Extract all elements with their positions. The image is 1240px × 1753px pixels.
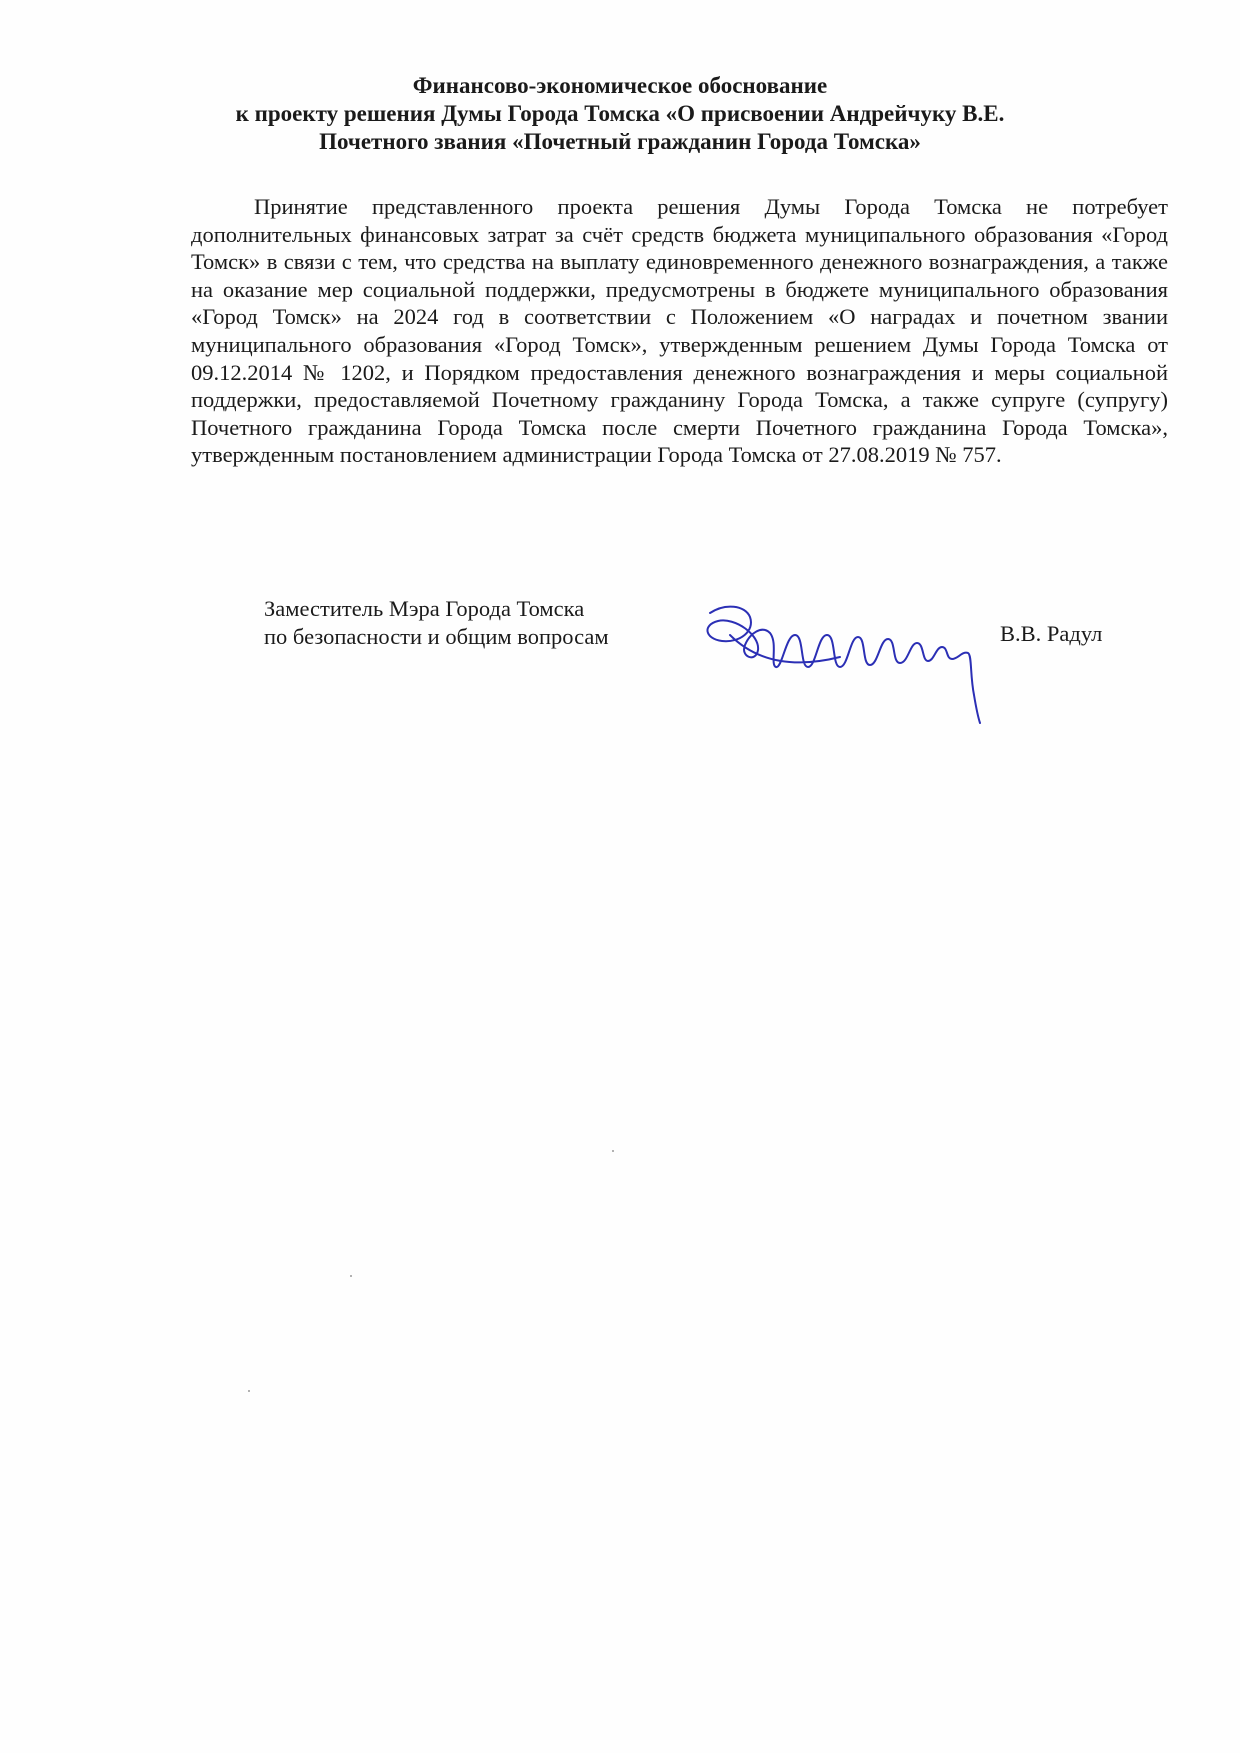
scan-speck [350, 1275, 352, 1277]
title-line-2: к проекту решения Думы Города Томска «О присвоении Андрейчуку В.Е. [235, 101, 1005, 126]
signature-stroke [707, 607, 980, 723]
title-line-1: Финансово-экономическое обоснование [412, 73, 828, 98]
body-paragraph: Принятие представленного проекта решения Думы Города Томска не потребует дополнительных финансовых затрат за счёт средств бюджета муниципального образования «Город Томск» в связи с тем, что средства на выплату единовременного денежного вознаграждения, а также на оказание мер социальной поддержки, предусмотрены в бюджете муниципального образования «Город Томск» на 2024 год в соответствии с Положением «О наградах и почетном звании муниципального образования «Город Томск», утвержденным решением Думы Города Томска от 09.12.2014 № 1202, и Порядком предоставления денежного вознаграждения и меры социальной поддержки, предоставляемой Почетному гражданину Города Томска, а также супруге (супругу) Почетного гражданина Города Томска после смерти Почетного гражданина Города Томска», утвержденным постановлением администрации Города Томска от 27.08.2019 № 757. [191, 194, 1168, 468]
signatory-position [264, 595, 609, 651]
handwritten-signature [700, 595, 1020, 730]
scan-speck [612, 1150, 614, 1152]
signatory-position-line-1: Заместитель Мэра Города Томска [264, 596, 585, 621]
signatory-position-line-2: по безопасности и общим вопросам [264, 624, 609, 649]
scan-speck [248, 1390, 250, 1392]
signatory-name: В.В. Радул [1000, 621, 1103, 646]
document-title [160, 72, 1080, 156]
title-line-3: Почетного звания «Почетный гражданин Города Томска» [319, 129, 921, 154]
